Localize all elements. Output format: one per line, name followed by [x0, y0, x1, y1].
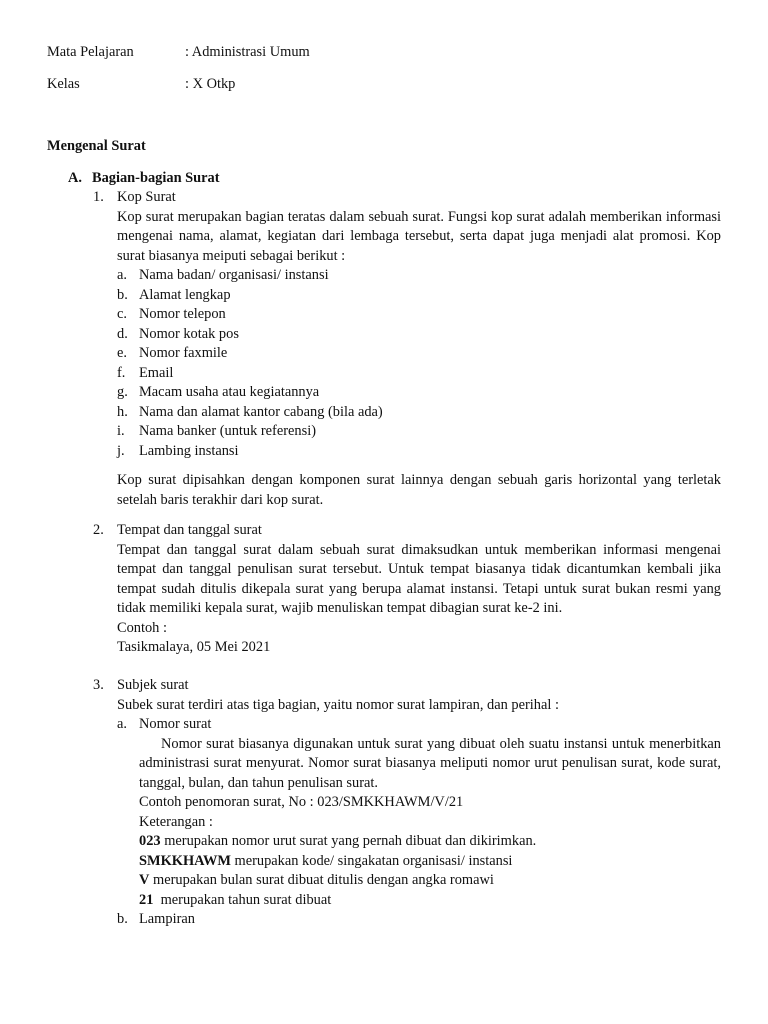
subject-label: Mata Pelajaran: [47, 44, 134, 60]
note-code: SMKKHAWM: [139, 852, 231, 869]
list-text: Nama banker (untuk referensi): [139, 423, 317, 439]
list-item: [117, 344, 721, 364]
numbering-example: Contoh penomoran surat, No : 023/SMKKHAWM/V/21: [139, 794, 464, 810]
section-a-letter: A.: [68, 170, 82, 186]
sub-a-marker: a.: [117, 716, 127, 732]
class-value: : X Otkp: [185, 76, 236, 92]
item-1-closing: Kop surat dipisahkan dengan komponen surat lainnya dengan sebuah garis horizontal yang terletak setelah baris terakhir dari kop surat.: [117, 472, 721, 508]
note-text: merupakan nomor urut surat yang pernah dibuat dan dikirimkan.: [160, 833, 537, 849]
page-title: Mengenal Surat: [47, 138, 146, 154]
item-3-title: Subjek surat: [117, 677, 189, 693]
item-kop-surat: [93, 188, 721, 510]
list-marker: j.: [117, 442, 125, 459]
list-text: Lambing instansi: [139, 442, 239, 459]
list-marker: f.: [117, 364, 126, 381]
sub-a-paragraph: Nomor surat biasanya digunakan untuk surat yang dibuat oleh suatu instansi untuk menerbitkan administrasi surat menyurat. Nomor surat biasanya meliputi nomor urut penulisan surat, kode surat, tanggal, bulan, dan tahun penulisan surat.: [139, 735, 721, 791]
item-3-number: 3.: [93, 677, 104, 693]
sub-b-title: Lampiran: [139, 911, 195, 927]
list-item: [117, 305, 721, 325]
sub-b-marker: b.: [117, 911, 128, 927]
list-marker: i.: [117, 423, 125, 439]
item-2-number: 2.: [93, 522, 104, 538]
item-tempat-tanggal: [93, 521, 721, 658]
list-marker: h.: [117, 403, 128, 420]
list-marker: b.: [117, 286, 128, 303]
list-item: [117, 422, 721, 442]
sub-item-lampiran: [117, 910, 721, 930]
list-item: [117, 383, 721, 403]
sub-a-title: Nomor surat: [139, 716, 212, 732]
note-text: merupakan tahun surat dibuat: [153, 891, 332, 908]
list-text: Nomor faxmile: [139, 345, 228, 361]
list-marker: a.: [117, 267, 127, 283]
list-item: [117, 403, 721, 423]
note-line: [139, 852, 721, 872]
note-line: [139, 832, 721, 852]
list-text: Macam usaha atau kegiatannya: [139, 384, 320, 400]
item-3-intro: Subek surat terdiri atas tiga bagian, yaitu nomor surat lampiran, dan perihal :: [117, 696, 559, 713]
item-2-title: Tempat dan tanggal surat: [117, 522, 262, 538]
item-3-heading: [93, 676, 721, 696]
note-text: merupakan bulan surat dibuat ditulis dengan angka romawi: [149, 872, 494, 888]
item-1-paragraph: Kop surat merupakan bagian teratas dalam sebuah surat. Fungsi kop surat adalah memberikan informasi mengenai nama, alamat, kegiatan dari lembaga tersebut, serta dapat juga menjadi alat promosi. Kop surat biasanya meiputi sebagai berikut :: [117, 208, 721, 264]
list-marker: e.: [117, 345, 127, 361]
list-text: Email: [139, 364, 174, 381]
list-text: Alamat lengkap: [139, 286, 231, 303]
item-2-paragraph: Tempat dan tanggal surat dalam sebuah surat dimaksudkan untuk memberikan informasi mengenai tempat dan tanggal penulisan surat tersebut. Untuk tempat biasanya tidak dicantumkan kembali jika tempat sudah ditulis dikepala surat yang berupa alamat instansi. Tetapi untuk surat bukan resmi yang tidak memiliki kepala surat, wajib menuliskan tempat dibagian surat ke-2 ini.: [117, 541, 721, 616]
item-subjek-surat: [93, 676, 721, 930]
list-text: Nomor kotak pos: [139, 325, 239, 342]
list-item: [117, 325, 721, 345]
item-1-title: Kop Surat: [117, 189, 176, 205]
class-label: Kelas: [47, 76, 80, 92]
note-line: [139, 871, 721, 891]
sub-item-nomor-surat: [117, 715, 721, 735]
item-2-example-label: Contoh :: [117, 619, 167, 636]
list-text: Nama badan/ organisasi/ instansi: [139, 267, 329, 283]
item-2-example: Tasikmalaya, 05 Mei 2021: [117, 639, 271, 655]
section-a-heading: [68, 169, 220, 189]
list-item: [117, 364, 721, 384]
list-text: Nama dan alamat kantor cabang (bila ada): [139, 403, 383, 420]
item-2-heading: [93, 521, 721, 541]
list-text: Nomor telepon: [139, 306, 226, 322]
list-item: [117, 266, 721, 286]
note-code: V: [139, 872, 150, 888]
note-code: 023: [139, 833, 161, 849]
list-marker: c.: [117, 306, 127, 322]
list-item: [117, 286, 721, 306]
item-1-number: 1.: [93, 189, 104, 205]
notes-list: [139, 832, 721, 910]
item-1-heading: [93, 188, 721, 208]
note-code: 21: [139, 891, 154, 908]
note-line: [139, 891, 721, 911]
list-marker: g.: [117, 384, 128, 400]
notes-label: Keterangan :: [139, 813, 213, 830]
list-marker: d.: [117, 325, 128, 342]
subject-value: : Administrasi Umum: [185, 44, 310, 60]
note-text: merupakan kode/ singakatan organisasi/ instansi: [230, 852, 513, 869]
section-a-title: Bagian-bagian Surat: [92, 170, 220, 186]
list-item: [117, 442, 721, 462]
kop-surat-list: [117, 266, 721, 461]
